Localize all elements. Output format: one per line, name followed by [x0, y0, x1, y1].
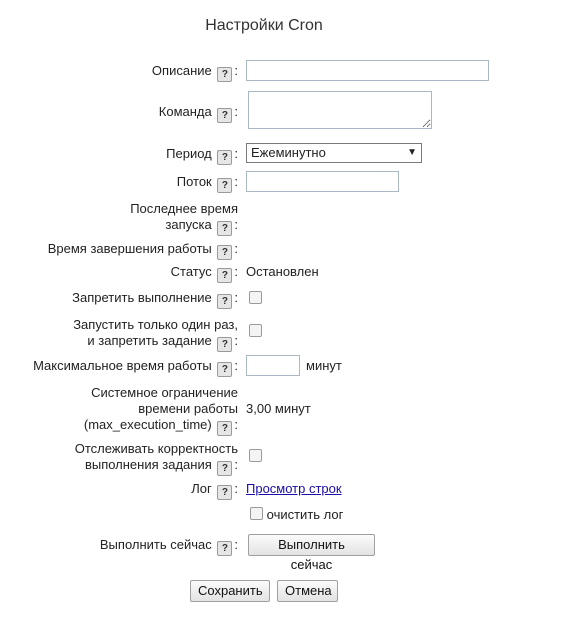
disable-label — [72, 290, 238, 309]
help-icon[interactable]: ? — [217, 461, 232, 476]
label-colon: : — [234, 333, 238, 348]
label-colon: : — [234, 358, 238, 373]
help-icon[interactable]: ? — [217, 245, 232, 260]
help-icon[interactable]: ? — [217, 485, 232, 500]
command-textarea[interactable] — [248, 91, 432, 129]
label-colon: : — [234, 264, 238, 279]
help-icon[interactable]: ? — [217, 362, 232, 377]
track-checkbox[interactable] — [249, 449, 262, 462]
description-input[interactable] — [246, 60, 489, 81]
run-now-label — [100, 537, 238, 556]
clear-log-control[interactable] — [250, 507, 343, 523]
status-label — [171, 264, 238, 283]
run-once-checkbox[interactable] — [249, 324, 262, 337]
help-icon[interactable]: ? — [217, 541, 232, 556]
page-title: Настройки Cron — [205, 17, 323, 34]
log-label — [191, 481, 238, 500]
thread-input[interactable] — [246, 171, 399, 192]
log-label-text: Лог — [191, 481, 212, 496]
save-button[interactable]: Сохранить — [190, 580, 270, 602]
label-colon: : — [234, 290, 238, 305]
label-colon: : — [234, 457, 238, 472]
run-once-label — [73, 317, 238, 352]
label-colon: : — [234, 63, 238, 78]
command-label — [159, 104, 238, 123]
last-run-label — [130, 201, 238, 236]
disable-checkbox[interactable] — [249, 291, 262, 304]
run-now-label-text: Выполнить сейчас — [99, 537, 212, 552]
period-select[interactable] — [246, 143, 422, 163]
help-icon[interactable]: ? — [217, 421, 232, 436]
help-icon[interactable]: ? — [217, 108, 232, 123]
period-label-text: Период — [166, 146, 212, 161]
end-time-label-text: Время завершения работы — [47, 241, 212, 256]
system-limit-label-line2: времени работы — [138, 401, 238, 416]
system-limit-label — [84, 385, 238, 436]
clear-log-label: очистить лог — [266, 507, 344, 522]
end-time-label — [48, 241, 238, 260]
last-run-label-line1: Последнее время — [130, 201, 238, 216]
thread-label-text: Поток — [176, 174, 212, 189]
period-selected-value: Ежеминутно — [251, 145, 326, 160]
max-time-input[interactable] — [246, 355, 300, 376]
thread-label — [177, 174, 238, 193]
command-label-text: Команда — [158, 104, 212, 119]
view-log-link[interactable]: Просмотр строк — [246, 481, 342, 496]
label-colon: : — [234, 481, 238, 496]
run-once-label-line1: Запустить только один раз, — [73, 317, 238, 332]
max-time-unit: минут — [306, 358, 342, 373]
system-limit-value: 3,00 минут — [246, 401, 311, 416]
label-colon: : — [234, 417, 238, 432]
track-label-line1: Отслеживать корректность — [74, 441, 238, 456]
track-label — [75, 441, 238, 476]
description-label-text: Описание — [151, 63, 212, 78]
help-icon[interactable]: ? — [217, 268, 232, 283]
max-time-label — [33, 358, 238, 377]
system-limit-label-line3: (max_execution_time) — [83, 417, 212, 432]
help-icon[interactable]: ? — [217, 221, 232, 236]
label-colon: : — [234, 241, 238, 256]
label-colon: : — [234, 104, 238, 119]
max-time-label-text: Максимальное время работы — [33, 358, 212, 373]
description-label — [152, 63, 238, 82]
cancel-button[interactable]: Отмена — [277, 580, 338, 602]
period-label — [166, 146, 238, 165]
help-icon[interactable]: ? — [217, 294, 232, 309]
last-run-label-line2: запуска — [165, 217, 212, 232]
label-colon: : — [234, 146, 238, 161]
help-icon[interactable]: ? — [217, 337, 232, 352]
label-colon: : — [234, 174, 238, 189]
status-value: Остановлен — [246, 264, 319, 279]
help-icon[interactable]: ? — [217, 150, 232, 165]
track-label-line2: выполнения задания — [84, 457, 212, 472]
status-label-text: Статус — [170, 264, 212, 279]
help-icon[interactable]: ? — [217, 178, 232, 193]
run-now-button[interactable]: Выполнить сейчас — [248, 534, 375, 556]
label-colon: : — [234, 217, 238, 232]
help-icon[interactable]: ? — [217, 67, 232, 82]
system-limit-label-line1: Системное ограничение — [91, 385, 238, 400]
dropdown-arrow-icon: ▼ — [407, 147, 417, 158]
label-colon: : — [234, 537, 238, 552]
run-once-label-line2: и запретить задание — [87, 333, 212, 348]
disable-label-text: Запретить выполнение — [72, 290, 212, 305]
clear-log-checkbox[interactable] — [250, 507, 263, 520]
